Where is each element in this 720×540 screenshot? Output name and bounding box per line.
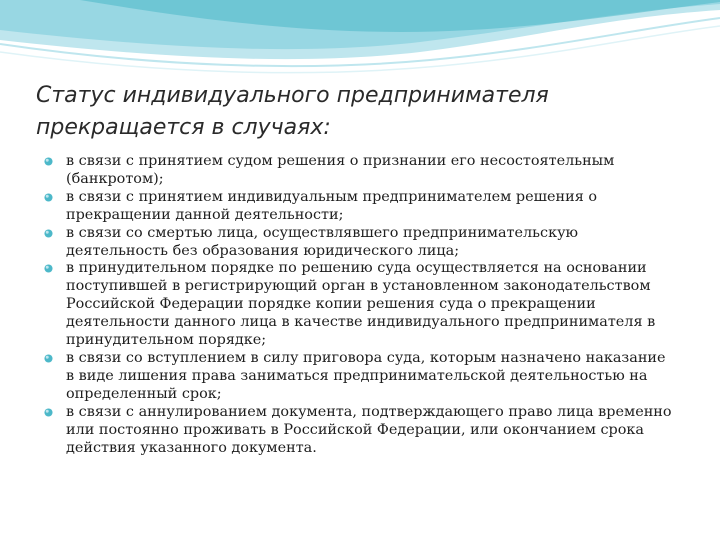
list-item	[44, 350, 674, 404]
bullet-list	[44, 153, 674, 457]
list-item	[44, 225, 674, 261]
list-item	[44, 189, 674, 225]
list-item-text: в связи с аннулированием документа, подтверждающего право лица временно или постоянно проживать в Российской Федерации, или окончанием срока действия указанного документа.	[66, 403, 672, 456]
list-item-text: в связи с принятием судом решения о признании его несостоятельным (банкротом);	[66, 153, 615, 187]
teal-bullet-icon	[44, 193, 53, 202]
list-item-text: в связи со смертью лица, осуществлявшего предпринимательскую деятельность без образования юридического лица;	[66, 224, 579, 259]
teal-bullet-icon	[44, 408, 53, 417]
list-item-text: в связи со вступлением в силу приговора суда, которым назначено наказание в виде лишения права заниматься предпринимательской деятельностью на определенный срок;	[66, 349, 666, 402]
list-item	[44, 153, 674, 189]
slide-title: Статус индивидуального предпринимателя прекращается в случаях:	[36, 83, 549, 140]
header-wave-decoration	[0, 0, 720, 80]
list-item	[44, 260, 674, 350]
teal-bullet-icon	[44, 264, 53, 273]
teal-bullet-icon	[44, 229, 53, 238]
list-item	[44, 404, 674, 458]
list-item-text: в принудительном порядке по решению суда осуществляется на основании поступившей в регистрирующий орган в установленном законодательством Российской Федерации порядке копии решения суда о прекращении деятельности данного лица в качестве индивидуального предпринимателя в принудительном порядке;	[66, 260, 656, 349]
teal-bullet-icon	[44, 354, 53, 363]
list-item-text: в связи с принятием индивидуальным предпринимателем решения о прекращении данной деятельности;	[66, 188, 598, 223]
teal-bullet-icon	[44, 157, 53, 166]
